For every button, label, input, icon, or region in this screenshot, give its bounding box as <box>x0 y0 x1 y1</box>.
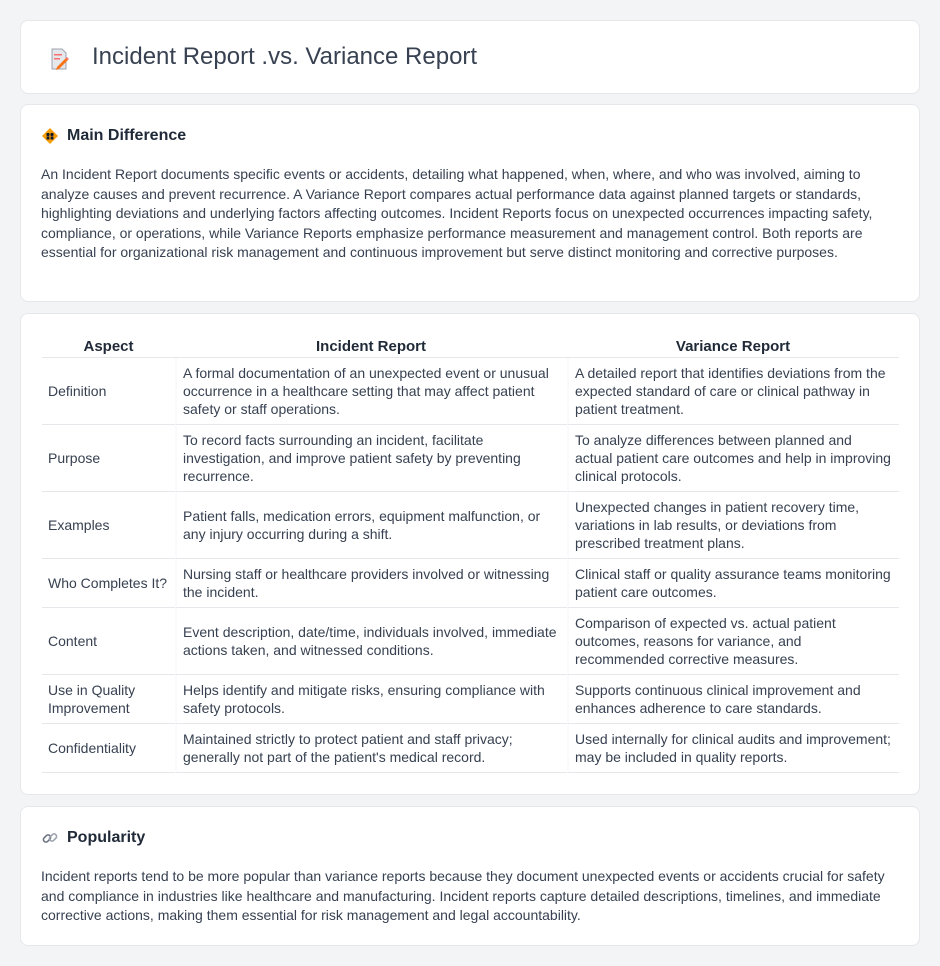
row-variance: Unexpected changes in patient recovery time, variations in lab results, or deviations from prescribed treatment plans. <box>567 492 899 559</box>
document-pencil-icon <box>47 47 71 71</box>
row-aspect: Examples <box>42 492 175 559</box>
row-incident: Maintained strictly to protect patient and staff privacy; generally not part of the patient's medical record. <box>175 724 567 773</box>
comparison-table <box>42 334 899 773</box>
row-variance: A detailed report that identifies deviations from the expected standard of care or clinical pathway in patient treatment. <box>567 358 899 425</box>
row-variance: Comparison of expected vs. actual patient outcomes, reasons for variance, and recommended corrective measures. <box>567 608 899 675</box>
row-aspect: Content <box>42 608 175 675</box>
row-incident: A formal documentation of an unexpected event or unusual occurrence in a healthcare setting that may affect patient safety or staff operations. <box>175 358 567 425</box>
row-incident: Helps identify and mitigate risks, ensuring compliance with safety protocols. <box>175 675 567 724</box>
row-aspect: Confidentiality <box>42 724 175 773</box>
row-variance: Supports continuous clinical improvement and enhances adherence to care standards. <box>567 675 899 724</box>
table-row <box>42 724 899 773</box>
header-card <box>20 20 920 94</box>
row-aspect: Definition <box>42 358 175 425</box>
row-variance: Clinical staff or quality assurance teams monitoring patient care outcomes. <box>567 559 899 608</box>
main-difference-heading <box>41 127 186 145</box>
row-incident: Patient falls, medication errors, equipment malfunction, or any injury occurring during a shift. <box>175 492 567 559</box>
table-row <box>42 425 899 492</box>
popularity-heading <box>41 829 145 847</box>
popularity-title: Popularity <box>67 829 146 846</box>
table-row <box>42 608 899 675</box>
row-incident: Nursing staff or healthcare providers involved or witnessing the incident. <box>175 559 567 608</box>
row-aspect: Use in Quality Improvement <box>42 675 175 724</box>
header-incident-report: Incident Report <box>175 334 567 358</box>
diamond-people-icon <box>41 127 59 145</box>
header-variance-report: Variance Report <box>567 334 899 358</box>
header-aspect: Aspect <box>42 334 175 358</box>
table-row <box>42 492 899 559</box>
table-row <box>42 675 899 724</box>
row-aspect: Who Completes It? <box>42 559 175 608</box>
page-title: Incident Report .vs. Variance Report <box>92 43 478 70</box>
popularity-card <box>20 806 920 946</box>
table-row <box>42 358 899 425</box>
popularity-text: Incident reports tend to be more popular than variance reports because they document unexpected events or accidents crucial for safety and compliance in industries like healthcare and manufacturing. Incident reports capture detailed descriptions, timelines, and immediate corrective actions, making them essential for risk management and legal accountability. <box>41 868 885 923</box>
row-variance: Used internally for clinical audits and improvement; may be included in quality reports. <box>567 724 899 773</box>
main-difference-text: An Incident Report documents specific events or accidents, detailing what happened, when, where, and who was involved, aiming to analyze causes and prevent recurrence. A Variance Report compares actual performance data against planned targets or standards, highlighting deviations and underlying factors affecting outcomes. Incident Reports focus on unexpected occurrences impacting safety, compliance, or operations, while Variance Reports emphasize performance measurement and management control. Both reports are essential for organizational risk management and continuous improvement but serve distinct monitoring and corrective purposes. <box>41 166 873 260</box>
table-header-row <box>42 334 899 358</box>
row-variance: To analyze differences between planned and actual patient care outcomes and help in improving clinical protocols. <box>567 425 899 492</box>
row-aspect: Purpose <box>42 425 175 492</box>
row-incident: Event description, date/time, individuals involved, immediate actions taken, and witnessed conditions. <box>175 608 567 675</box>
link-icon <box>41 829 59 847</box>
main-difference-card <box>20 104 920 302</box>
comparison-table-card <box>20 313 920 795</box>
main-difference-title: Main Difference <box>67 127 187 144</box>
table-row <box>42 559 899 608</box>
row-incident: To record facts surrounding an incident, facilitate investigation, and improve patient safety by preventing recurrence. <box>175 425 567 492</box>
